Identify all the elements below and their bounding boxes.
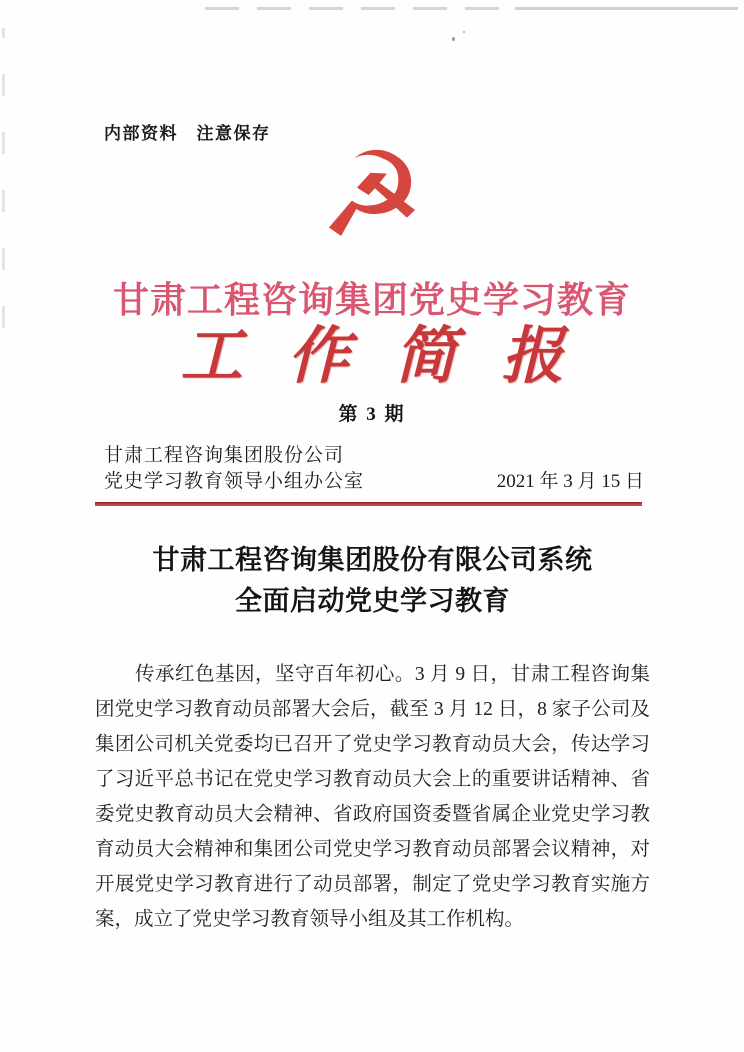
body-line: 育动员大会精神和集团公司党史学习教育动员部署会议精神，对 <box>95 839 650 860</box>
body-line: 传承红色基因，坚守百年初心。3 月 9 日，甘肃工程咨询集 <box>135 664 650 685</box>
scan-speck <box>463 31 465 33</box>
issue-date: 2021 年 3 月 15 日 <box>496 471 644 492</box>
party-emblem-icon: ☭ <box>319 126 425 264</box>
masthead-divider <box>95 502 642 506</box>
issuer-block <box>104 443 364 495</box>
article-body <box>95 657 650 937</box>
body-line: 开展党史学习教育进行了动员部署，制定了党史学习教育实施方 <box>95 874 650 895</box>
issuer-line2: 党史学习教育领导小组办公室 <box>104 471 365 492</box>
body-line: 集团公司机关党委均已召开了党史学习教育动员大会，传达学习 <box>95 734 650 755</box>
issuer-line1: 甘肃工程咨询集团股份公司 <box>104 445 345 466</box>
confidential-note: 内部资料 注意保存 <box>104 124 271 143</box>
scan-artifact-top <box>205 7 505 10</box>
meta-row <box>104 443 644 495</box>
article-title <box>95 540 650 622</box>
scan-artifact-top-right <box>515 7 738 10</box>
issue-number: 第 3 期 <box>338 404 406 425</box>
bulletin-title: 工作简报 <box>180 323 609 391</box>
article-title-line2: 全面启动党史学习教育 <box>235 586 510 616</box>
article-title-line1: 甘肃工程咨询集团股份有限公司系统 <box>152 545 593 575</box>
body-line: 委党史教育动员大会精神、省政府国资委暨省属企业党史学习教 <box>95 804 650 825</box>
body-line: 团党史学习教育动员部署大会后，截至 3 月 12 日，8 家子公司及 <box>95 699 650 720</box>
scan-speck <box>452 37 455 41</box>
masthead-org-title: 甘肃工程咨询集团党史学习教育 <box>112 279 631 320</box>
body-line: 案，成立了党史学习教育领导小组及其工作机构。 <box>95 909 525 930</box>
body-line: 了习近平总书记在党史学习教育动员大会上的重要讲话精神、省 <box>95 769 650 790</box>
